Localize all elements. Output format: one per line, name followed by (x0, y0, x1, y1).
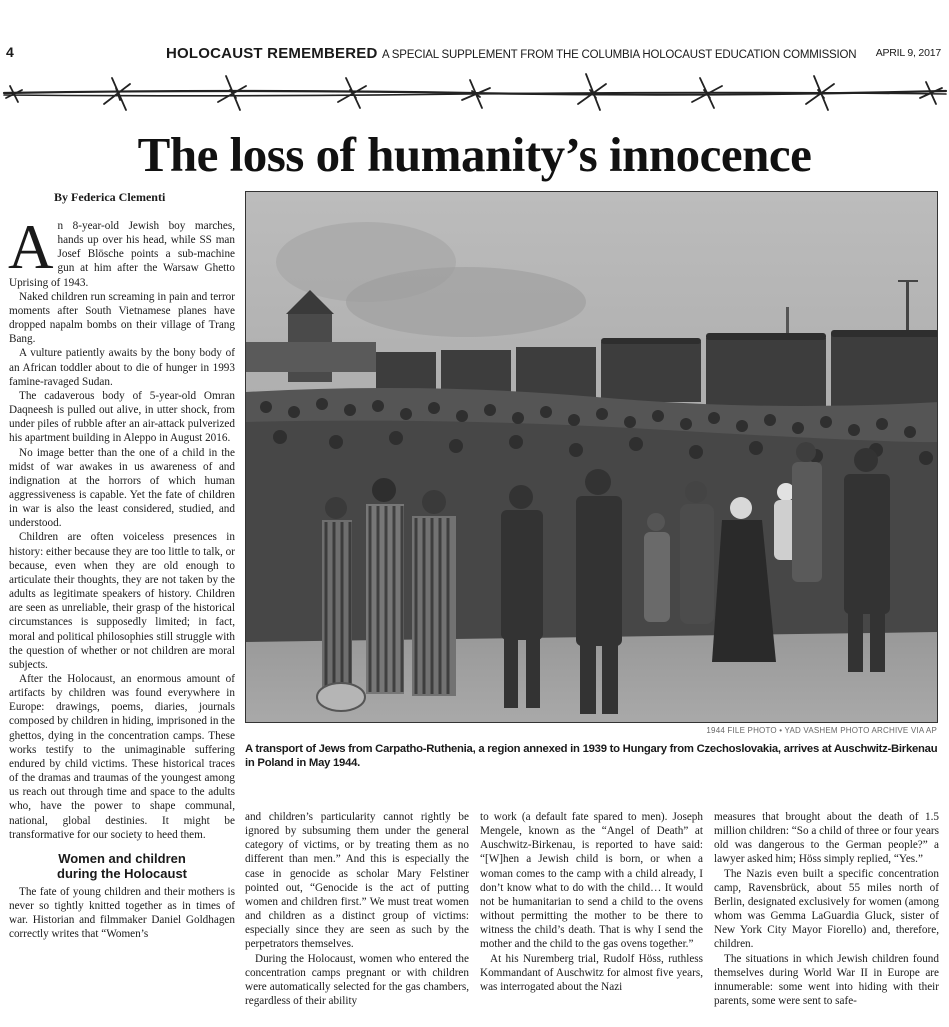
news-photo (245, 191, 938, 723)
paragraph: to work (a default fate spared to men). Joseph Mengele, known as the “Angel of Death” at Auschwitz-Birkenau, is reported to have said: “[W]hen a Jewish child is born, or when a woman comes to the camp with a child already, I don’t know what to do with the child… It would not be humanitarian to send a child to the ovens without permitting the mother to be there to witness the child’s death. That is why I send the mother and the child to the gas ovens together.” (480, 811, 703, 951)
subhead-line: during the Holocaust (57, 865, 187, 881)
paragraph: and children’s particularity cannot rightly be ignored by subsuming them under the general category of victims, or by treating them as no different than men.” And this is especially the case in genocide as scholar Mary Felstiner pointed out, “Genocide is the act of putting women and children first.” We must treat women and children as a distinct group of victims: especially since they are seen as such by the perpetrators themselves. (245, 811, 469, 951)
paragraph: The Nazis even built a specific concentration camp, Ravensbrück, about 55 miles north of Berlin, designated exclusively for women (among whom was Gemma LaGuardia Gluck, sister of New York City Mayor Fiorello) and, therefore, children. (714, 867, 939, 951)
paragraph: measures that brought about the death of 1.5 million children: “So a child of three or four years old was dangerous to the German people?” a lawyer asked him; Höss simply replied, “Yes.” (714, 811, 939, 866)
paragraph (8, 212, 235, 290)
paragraph: The cadaverous body of 5-year-old Omran Daqneesh is pulled out alive, in utter shock, from under piles of rubble after an air-attack pulverized his apartment building in Aleppo in August 2016. (9, 389, 235, 445)
section-title: HOLOCAUST REMEMBERED (166, 45, 378, 62)
paragraph: After the Holocaust, an enormous amount of artifacts by children was found everywhere in Europe: drawings, poems, diaries, journals composed by children in hiding, imprisoned in the ghettos, dying in the concentration camps. These works testify to the unimaginable suffering endured by child victims. These historical traces of the dramas and traumas of the youngest among us reach out through time and space to the adults who, have the power to shape communal, national, global destinies. It might be transformative for our society to heed them. (9, 673, 235, 841)
masthead (0, 44, 949, 64)
photo-caption: A transport of Jews from Carpatho-Ruthenia, a region annexed in 1939 to Hungary from Czechoslovakia, arrives at Auschwitz-Birkenau in Poland in May 1944. (245, 743, 938, 769)
publication-date: APRIL 9, 2017 (875, 47, 941, 59)
paragraph: At his Nuremberg trial, Rudolf Höss, ruthless Kommandant of Auschwitz for almost five years, was interrogated about the Nazi (480, 952, 703, 993)
subhead-line: Women and children (58, 850, 186, 866)
section-subtitle: A SPECIAL SUPPLEMENT FROM THE COLUMBIA HOLOCAUST EDUCATION COMMISSION (381, 49, 857, 61)
article-column-3 (480, 810, 703, 994)
headline: The loss of humanity’s innocence (137, 127, 812, 182)
paragraph: No image better than the one of a child in the midst of war awakes in us awareness of and indignation at the horrors of which human aggressiveness is capable. Yet the fate of children in war is also the least considered, studied, and understood. (9, 446, 235, 530)
page-number: 4 (6, 44, 14, 60)
paragraph: During the Holocaust, women who entered the concentration camps pregnant or with children were automatically selected for the gas chambers, regardless of their ability (245, 952, 469, 1008)
article-column-4 (714, 810, 939, 1008)
paragraph: A vulture patiently awaits by the bony body of an African toddler about to die of hunger in 1993 famine-ravaged Sudan. (9, 347, 235, 388)
byline: By Federica Clementi (54, 190, 166, 204)
drop-cap: A (8, 212, 54, 282)
photo-scene (246, 192, 938, 723)
paragraph: The situations in which Jewish children found themselves during World War II in Europe are innumerable: some went into hiding with their parents, some were sent to safe- (714, 952, 939, 1008)
paragraph: Naked children run screaming in pain and terror moments after South Vietnamese planes have dropped napalm bombs on their village of Trang Bang. (9, 290, 235, 346)
photo-credit: 1944 FILE PHOTO • YAD VASHEM PHOTO ARCHIVE VIA AP (706, 726, 937, 735)
paragraph: Children are often voiceless presences in history: either because they are too little to talk, or because, even when they are old enough to articulate their thoughts, they are not taken by the adults as legitimate speakers of history. Children are seen as unreliable, their grasp of the historical circumstances is supposedly limited; in fact, moral and political philosophies still struggle with the question of whether or not children are moral subjects. (9, 531, 235, 671)
paragraph: The fate of young children and their mothers is never so tightly knitted together as in times of war. Historian and filmmaker Daniel Goldhagen correctly writes that “Women’s (9, 885, 235, 941)
article-column-1 (8, 212, 235, 942)
paragraph-text: n 8-year-old Jewish boy marches, hands up over his head, while SS man Josef Blösche points a sub-machine gun at him after the Warsaw Ghetto Uprising of 1943. (9, 220, 235, 289)
subhead (9, 851, 235, 881)
section-header (166, 45, 856, 63)
barbed-wire-divider (0, 64, 949, 120)
article-column-2 (245, 810, 469, 1008)
